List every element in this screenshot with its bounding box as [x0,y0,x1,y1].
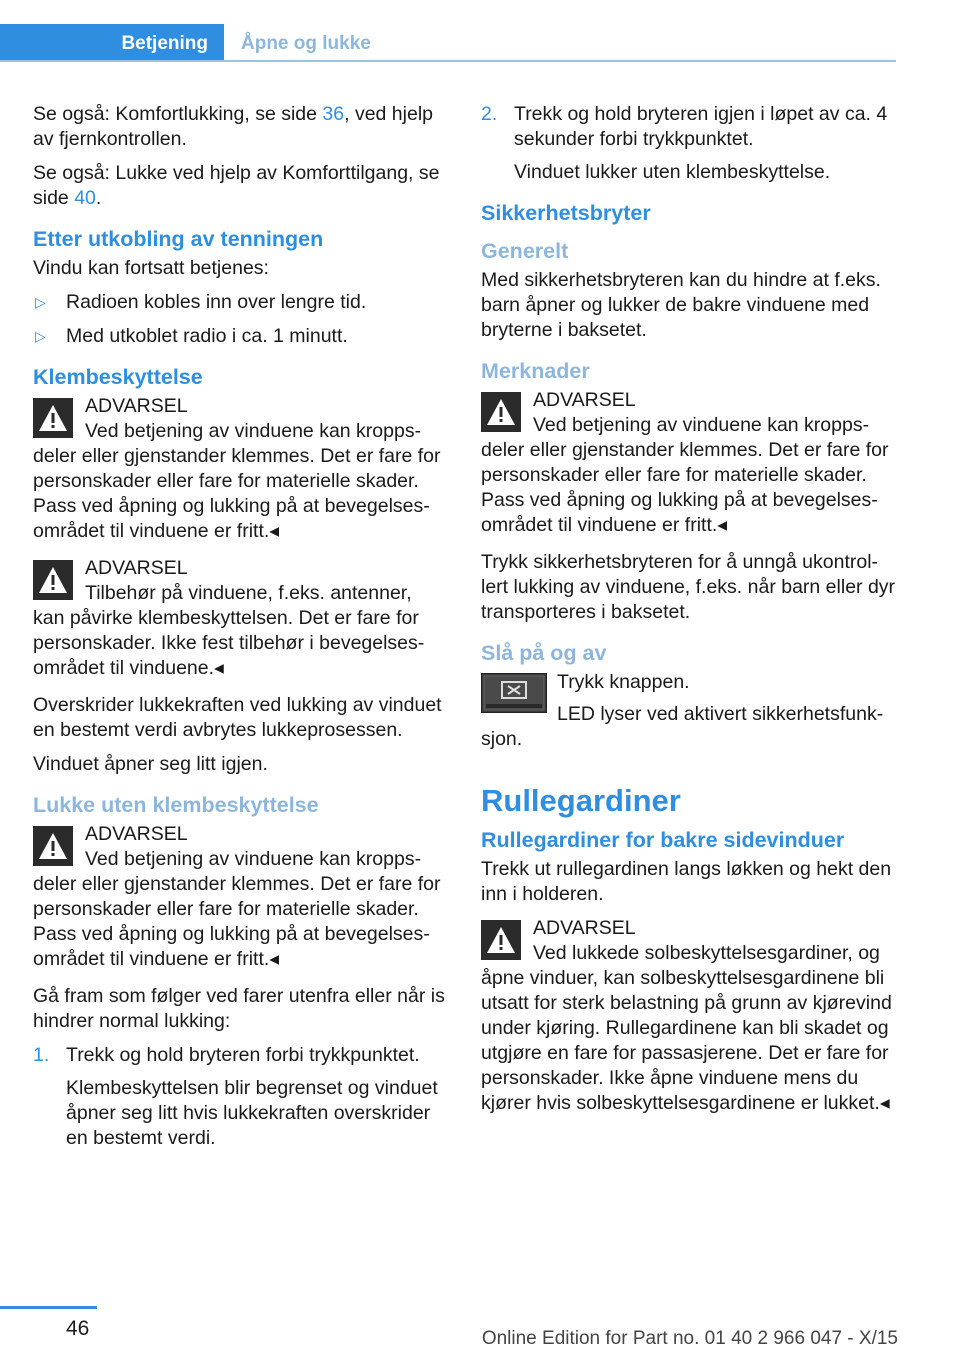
warning-block [33,394,448,544]
paragraph-trekk-ut: Trekk ut rullegardinen langs løkken og hekt den inn i holderen. [481,858,892,905]
page-number: 46 [66,1317,90,1340]
warning-title: ADVARSEL [85,557,188,579]
list-item [33,1043,448,1151]
warning-triangle-icon [33,398,73,438]
tab-betjening[interactable] [0,24,224,62]
heading-sikkerhetsbryter: Sikkerhetsbryter [481,201,651,225]
warning-triangle-icon [481,920,521,960]
paragraph-see-also-komforttilgang [33,161,448,211]
tab-betjening-label: Betjening [121,32,208,54]
step-note: Vinduet lukker uten klembeskyttelse. [514,161,831,183]
heading-generelt: Generelt [481,239,569,263]
instruction-led: LED lyser ved aktivert sikkerhetsfunksjon. [481,703,884,750]
paragraph-see-also-komfortlukking [33,102,448,152]
text: Se også: Komfortlukking, se side [33,103,323,125]
text: Med utkoblet radio i ca. 1 minutt. [66,325,348,347]
list-item [33,324,448,349]
text: . [95,187,102,209]
safety-switch-button-icon [481,673,547,713]
heading-lukke-uten-klembeskyttelse: Lukke uten klembeskyttelse [33,793,319,817]
edition-footer: Online Edition for Part no. 01 40 2 966 047 - X/15 [481,1328,898,1349]
step-number: 1. [33,1044,50,1066]
warning-title: ADVARSEL [85,395,188,417]
warning-text: Ved betjening av vinduene kan kroppsdeler eller gjenstander klemmes. Det er fare for personskader eller fare for materielle skader. Pass ved åpning og lukking på at bevegelsesområdet til vinduene er fritt.◂ [33,848,441,970]
warning-title: ADVARSEL [533,389,636,411]
left-column [33,102,448,1160]
warning-title: ADVARSEL [85,823,188,845]
right-column [481,102,896,1128]
text: Radioen kobles inn over lengre tid. [66,291,367,313]
warning-block [33,556,448,681]
text: Trekk og hold bryteren igjen i løpet av ca. 4 sekunder forbi trykkpunktet. [514,103,888,150]
warning-text: Ved betjening av vinduene kan kroppsdeler eller gjenstander klemmes. Det er fare for personskader eller fare for materielle skader. Pass ved åpning og lukking på at bevegelsesområdet til vinduene er fritt.◂ [33,420,441,542]
footer-accent-line [0,1306,97,1309]
heading-rullegardiner-bakre: Rullegardiner for bakre sidevinduer [481,828,845,852]
page-link-40[interactable]: 40 [74,187,96,209]
tab-aapne-og-lukke[interactable] [241,24,371,62]
heading-slaa-paa-og-av: Slå på og av [481,641,607,665]
warning-triangle-icon [481,392,521,432]
text: Se også: Lukke ved hjelp av Komforttilgang, se side [33,162,440,209]
text: , ved hjelp av fjernkontrollen. [33,103,434,150]
warning-text: Ved betjening av vinduene kan kroppsdeler eller gjenstander klemmes. Det er fare for personskader eller fare for materielle skader. Pass ved åpning og lukking på at bevegelsesområdet til vinduene er fritt.◂ [481,414,889,536]
warning-title: ADVARSEL [533,917,636,939]
button-instruction [481,670,896,752]
numbered-list [481,102,896,185]
heading-etter-utkobling: Etter utkobling av tenningen [33,227,324,251]
tab-aapne-og-lukke-label: Åpne og lukke [241,32,371,54]
paragraph-vindu-betjenes: Vindu kan fortsatt betjenes: [33,257,269,279]
paragraph-generelt: Med sikkerhetsbryteren kan du hindre at f.eks. barn åpner og lukker de bakre vinduene med bryterne i baksetet. [481,269,881,341]
heading-klembeskyttelse: Klembeskyttelse [33,365,203,389]
paragraph-overskrider: Overskrider lukkekraften ved lukking av vinduet en bestemt verdi avbrytes lukkeprosessen. [33,694,442,741]
instruction-press: Trykk knappen. [557,671,690,693]
text: Trekk og hold bryteren forbi trykkpunktet. [66,1044,420,1066]
paragraph-vinduet-aapner: Vinduet åpner seg litt igjen. [33,753,268,775]
list-item [33,290,448,315]
heading-merknader: Merknader [481,359,590,383]
list-item [481,102,896,185]
warning-block [481,916,896,1116]
paragraph-gaa-fram: Gå fram som følger ved farer utenfra eller når is hindrer normal lukking: [33,985,445,1032]
numbered-list [33,1043,448,1151]
triangle-bullet-icon: ▷ [35,328,46,344]
warning-text: Ved lukkede solbeskyttelsesgardiner, og åpne vinduer, kan solbeskyttelsesgardinene bli utsatt for sterk belastning på grunn av kjørevind under kjøring. Rullegardinene kan bli skadet og utgjøre en fare for passasjerene. Det er fare for personskader. Ikke åpne vinduene mens du kjører hvis solbeskyttelsesgardinene er lukket.◂ [481,942,892,1114]
bullet-list [33,290,448,349]
warning-block [33,822,448,972]
header-tabs [0,24,896,62]
warning-triangle-icon [33,560,73,600]
warning-triangle-icon [33,826,73,866]
heading-rullegardiner: Rullegardiner [481,783,681,818]
page-link-36[interactable]: 36 [322,103,345,125]
paragraph-trykk-sikkerhetsbryteren: Trykk sikkerhetsbryteren for å unngå ukontrollert lukking av vinduene, f.eks. når barn eller dyr transporteres i baksetet. [481,551,896,623]
step-note: Klembeskyttelsen blir begrenset og vinduet åpner seg litt hvis lukkekraften overskrider en bestemt verdi. [66,1077,438,1149]
warning-text: Tilbehør på vinduene, f.eks. antenner, kan påvirke klembeskyttelsen. Det er fare for personskader. Ikke fest tilbehør i bevegelsesområdet til vinduene.◂ [33,582,425,679]
warning-block [481,388,896,538]
step-number: 2. [481,103,498,125]
header-divider [0,60,896,62]
triangle-bullet-icon: ▷ [35,294,46,310]
